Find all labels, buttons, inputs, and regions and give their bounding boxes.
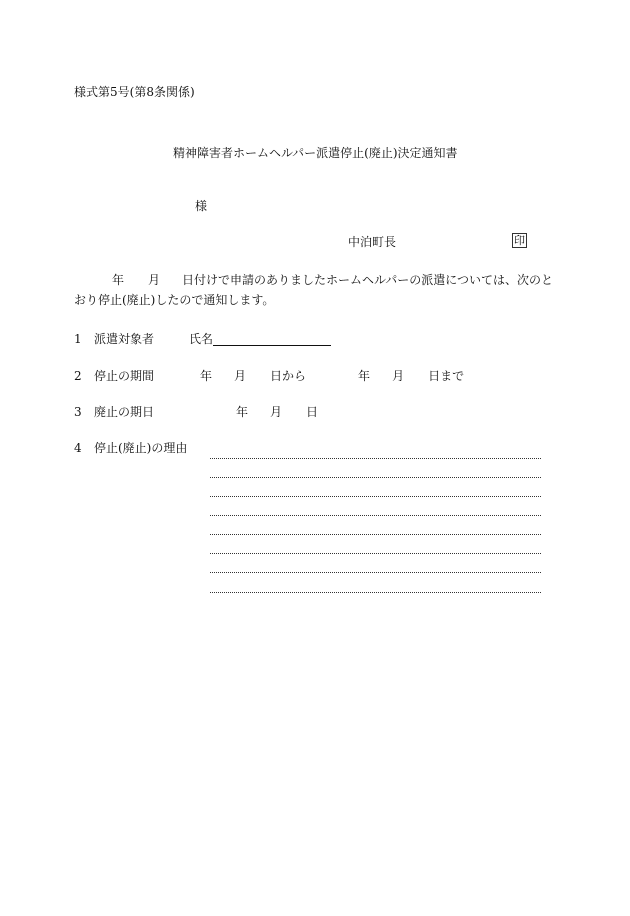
abolition-month: 月 <box>270 405 283 419</box>
period-month-2: 月 <box>392 369 405 383</box>
reason-line[interactable] <box>210 534 541 535</box>
name-label: 氏名 <box>189 332 214 346</box>
reason-line[interactable] <box>210 553 541 554</box>
form-number: 様式第5号(第8条関係) <box>74 85 195 99</box>
seal-mark: 印 <box>514 234 525 247</box>
reason-line[interactable] <box>210 477 541 478</box>
reason-line[interactable] <box>210 496 541 497</box>
issuer-name: 中泊町長 <box>348 235 397 249</box>
abolition-day: 日 <box>306 405 319 419</box>
period-year: 年 <box>200 369 213 383</box>
item-number: 4 <box>74 441 82 455</box>
item-label: 停止の期間 <box>94 369 155 383</box>
name-field[interactable] <box>213 333 331 346</box>
item-label: 派遣対象者 <box>94 332 155 346</box>
reason-line[interactable] <box>210 515 541 516</box>
period-month: 月 <box>234 369 247 383</box>
reason-line[interactable] <box>210 572 541 573</box>
item-label: 廃止の期日 <box>94 405 155 419</box>
body-month: 月 <box>148 273 161 287</box>
item-suspension-period <box>74 369 464 383</box>
period-until: 日まで <box>428 369 465 383</box>
item-number: 2 <box>74 369 82 383</box>
item-target-person <box>74 332 331 346</box>
item-abolition-date <box>74 405 318 419</box>
body-day-text: 日付けで申請のありましたホームヘルパーの派遣については、次のと <box>182 273 553 287</box>
body-year: 年 <box>112 273 125 287</box>
item-number: 3 <box>74 405 82 419</box>
reason-line[interactable] <box>210 458 541 459</box>
addressee-suffix: 様 <box>195 199 208 213</box>
document-title: 精神障害者ホームヘルパー派遣停止(廃止)決定通知書 <box>173 146 458 160</box>
item-number: 1 <box>74 332 82 346</box>
body-paragraph-line-2: おり停止(廃止)したので通知します。 <box>74 293 275 307</box>
period-year-2: 年 <box>358 369 371 383</box>
item-reason <box>74 441 187 455</box>
period-from: 日から <box>270 369 307 383</box>
body-paragraph-line-1 <box>74 273 553 287</box>
reason-line[interactable] <box>210 592 541 593</box>
abolition-year: 年 <box>236 405 249 419</box>
item-label: 停止(廃止)の理由 <box>94 441 188 455</box>
